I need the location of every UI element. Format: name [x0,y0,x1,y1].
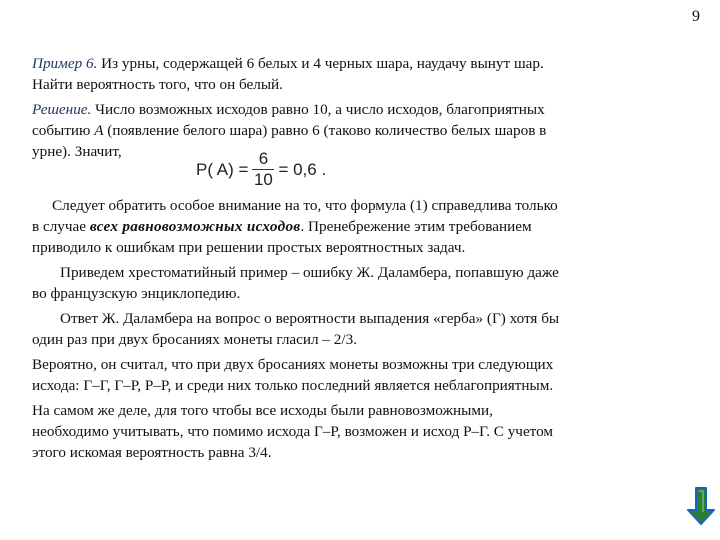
example-text-line1: Из урны, содержащей 6 белых и 4 черных шара, наудачу вынут шар. [97,55,544,72]
example-paragraph [32,53,692,95]
paragraph-2 [32,262,692,304]
probability-formula [196,150,326,189]
formula-denominator: 10 [253,170,273,189]
p5-line-a: На самом же деле, для того чтобы все исходы были равновозможными, [32,402,493,419]
p4-line-a: Вероятно, он считал, что при двух бросаниях монеты возможны три следующих [32,356,554,373]
p4-line-b: исхода: Г–Г, Г–Р, Р–Р, и среди них только последний является неблагоприятным. [32,377,554,394]
slide-content [32,53,692,463]
down-arrow-icon[interactable] [686,486,716,526]
solution-text-b1: событию [32,122,95,139]
formula-fraction [252,150,274,189]
example-label: Пример 6. [32,55,98,72]
p1-line-a: Следует обратить особое внимание на то, что формула (1) справедлива только [52,197,558,214]
p5-line-b: необходимо учитывать, что помимо исхода Г–Р, возможен и исход Р–Г. С учетом [32,423,554,440]
down-arrow-graphic [686,486,716,526]
paragraph-4 [32,354,692,396]
solution-paragraph [32,99,692,162]
p1-emphasis: всех равновозможных исходов [89,218,301,235]
p1-line-d: приводило к ошибкам при решении простых вероятностных задач. [32,239,466,256]
formula-rhs: = 0,6 . [278,160,327,179]
p2-line-a: Приведем хрестоматийный пример – ошибку Ж. Даламбера, попавшую даже [60,264,559,281]
p2-line-b: во французскую энциклопедию. [32,285,241,302]
page-number: 9 [692,8,700,25]
solution-label: Решение. [32,101,92,118]
p5-line-c: этого искомая вероятность равна 3/4. [32,444,272,461]
p3-line-a: Ответ Ж. Даламбера на вопрос о вероятности выпадения «герба» (Г) хотя бы [60,310,560,327]
formula-numerator: 6 [258,149,269,168]
solution-text-b2: (появление белого шара) равно 6 (таково количество белых шаров в [103,122,547,139]
p1-line-b: в случае всех равновозможных исходов. Пренебрежение этим требованием [32,218,532,235]
paragraph-5 [32,400,692,463]
solution-text-a: Число возможных исходов равно 10, а число исходов, благоприятных [91,101,545,118]
paragraph-3 [32,308,692,350]
formula-lhs: P( A) = [196,160,249,179]
example-text-line2: Найти вероятность того, что он белый. [32,76,283,93]
event-letter: A [94,122,104,139]
paragraph-1 [32,195,692,258]
p3-line-b: один раз при двух бросаниях монеты гласил – 2/3. [32,331,357,348]
solution-text-c: урне). Значит, [32,143,122,160]
